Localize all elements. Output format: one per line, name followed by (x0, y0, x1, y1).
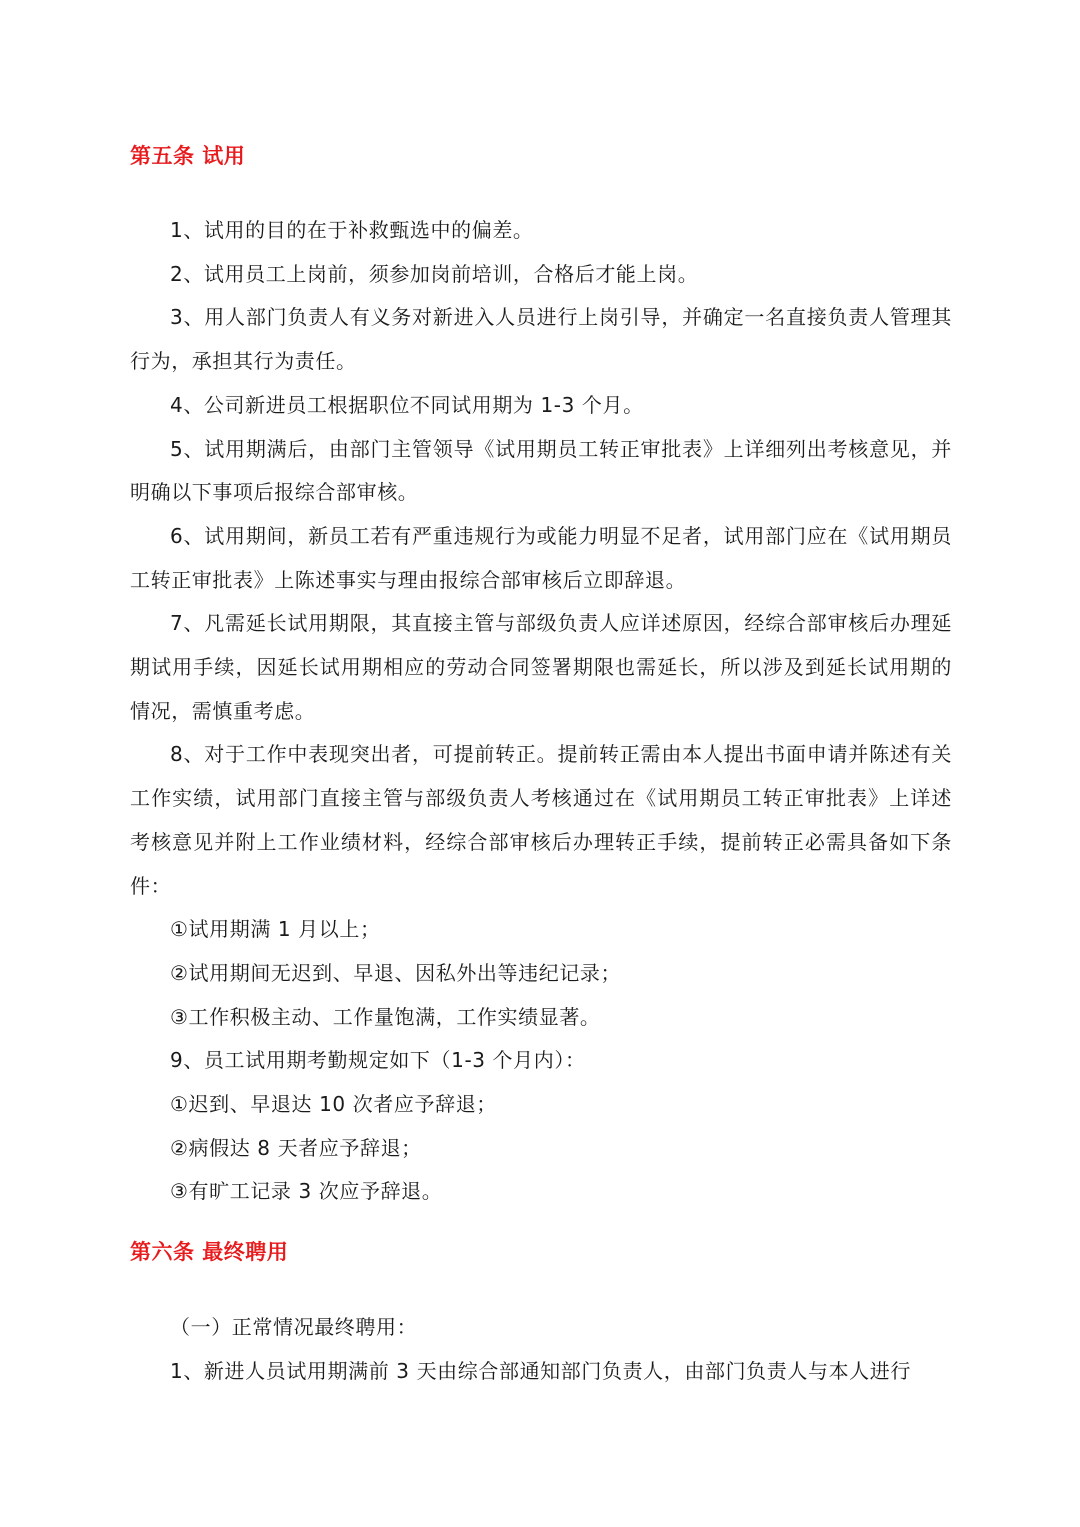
section-5-heading: 第五条 试用 (130, 144, 246, 168)
condition-item: ②病假达 8 天者应予辞退； (170, 1135, 422, 1160)
paragraph-item: 8、对于工作中表现突出者，可提前转正。提前转正需由本人提出书面申请并陈述有关工作实绩，试用部门直接主管与部级负责人考核通过在《试用期员工转正审批表》上详述考核意见并附上工作业绩材料，经综合部审核后办理转正手续，提前转正必需具备如下条件： (130, 742, 952, 898)
paragraph-item: 9、员工试用期考勤规定如下（1-3 个月内）： (170, 1048, 586, 1073)
paragraph-item: 7、凡需延长试用期限，其直接主管与部级负责人应详述原因，经综合部审核后办理延期试用手续，因延长试用期相应的劳动合同签署期限也需延长，所以涉及到延长试用期的情况，需慎重考虑。 (130, 611, 952, 723)
paragraph-item: （一）正常情况最终聘用： (170, 1315, 418, 1339)
condition-item: ③工作积极主动、工作量饱满，工作实绩显著。 (170, 1004, 601, 1029)
paragraph-item: 1、试用的目的在于补救甄选中的偏差。 (170, 218, 534, 242)
paragraph-item: 4、公司新进员工根据职位不同试用期为 1-3 个月。 (170, 392, 644, 417)
section-6-heading: 第六条 最终聘用 (130, 1240, 289, 1264)
paragraph-item: 3、用人部门负责人有义务对新进入人员进行上岗引导，并确定一名直接负责人管理其行为，承担其行为责任。 (130, 305, 952, 374)
condition-item: ②试用期间无迟到、早退、因私外出等违纪记录； (170, 960, 622, 985)
condition-item: ①试用期满 1 月以上； (170, 917, 381, 942)
paragraph-item: 2、试用员工上岗前，须参加岗前培训，合格后才能上岗。 (170, 261, 699, 286)
paragraph-item: 1、新进人员试用期满前 3 天由综合部通知部门负责人，由部门负责人与本人进行 (170, 1358, 911, 1383)
paragraph-item: 5、试用期满后，由部门主管领导《试用期员工转正审批表》上详细列出考核意见，并明确以下事项后报综合部审核。 (130, 436, 952, 505)
condition-item: ①迟到、早退达 10 次者应予辞退； (170, 1092, 497, 1117)
section-6-body (130, 1306, 952, 1393)
condition-item: ③有旷工记录 3 次应予辞退。 (170, 1179, 443, 1204)
section-5-body (130, 209, 952, 1214)
paragraph-item: 6、试用期间，新员工若有严重违规行为或能力明显不足者，试用部门应在《试用期员工转正审批表》上陈述事实与理由报综合部审核后立即辞退。 (130, 523, 952, 592)
